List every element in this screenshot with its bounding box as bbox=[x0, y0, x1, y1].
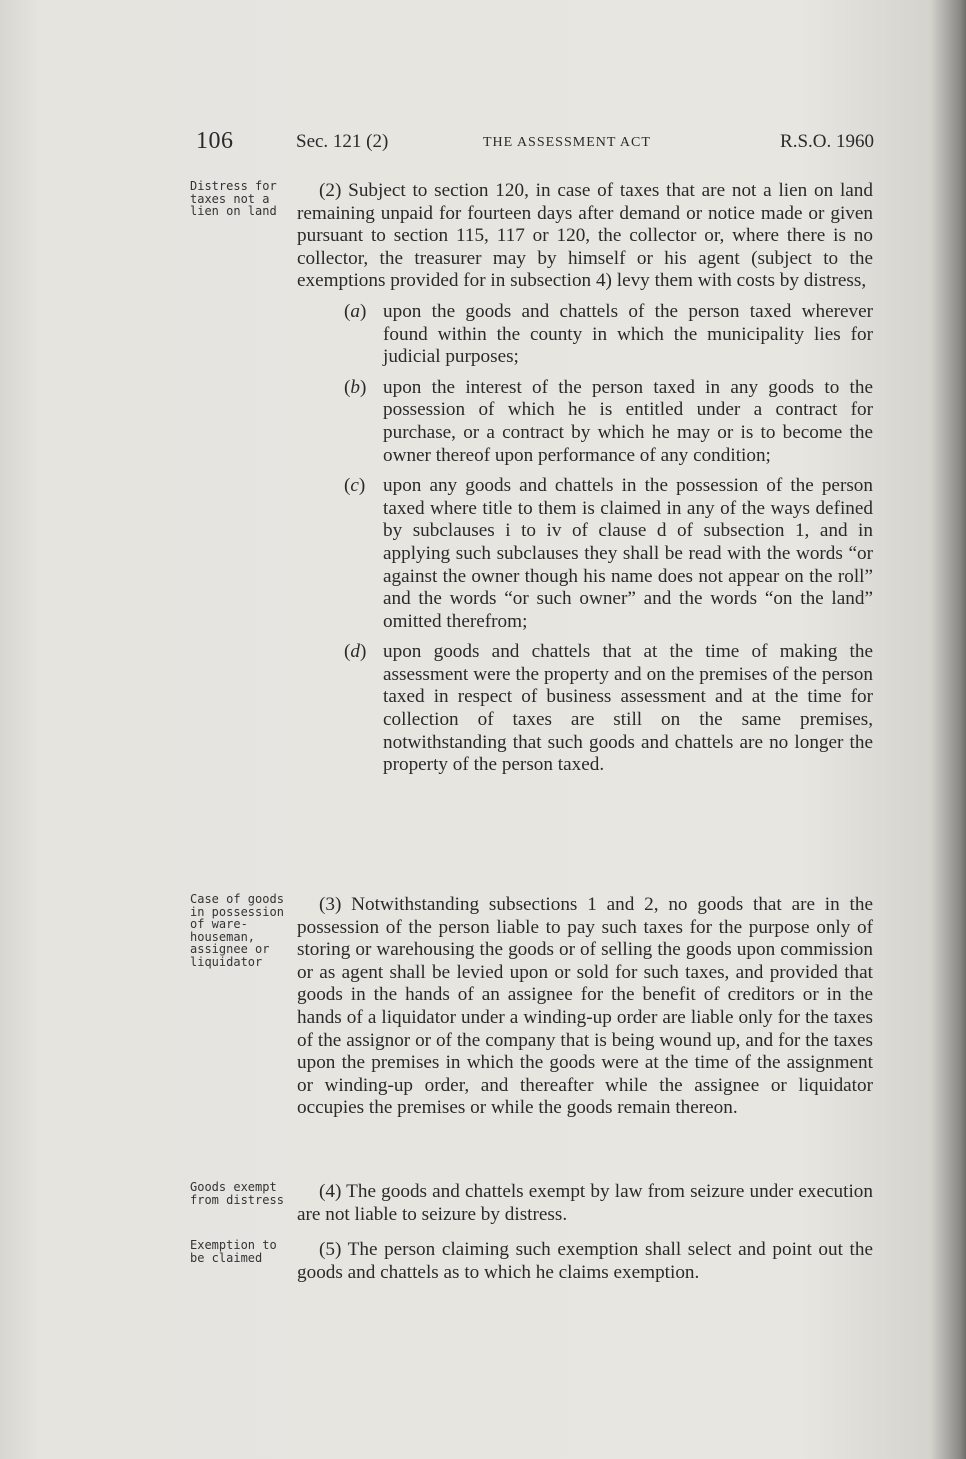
statute-reference: R.S.O. 1960 bbox=[780, 131, 874, 152]
running-header bbox=[196, 128, 874, 158]
clause-b-text: upon the interest of the person taxed in any goods to the possession of which he is entitled under a contract for purchase, or a contract by which he may or is to become the owner thereof upon performance of any condition; bbox=[383, 376, 873, 466]
margin-note-goods-exempt: Goods exempt from distress bbox=[190, 1180, 284, 1207]
margin-note-distress: Distress for taxes not a lien on land bbox=[190, 179, 277, 218]
margin-note-warehouseman: Case of goods in possession of ware-houseman, assignee or liquidator bbox=[190, 892, 284, 969]
subsection-5-text: (5) The person claiming such exemption shall select and point out the goods and chattels as to which he claims exemption. bbox=[297, 1239, 873, 1283]
clause-c-text: upon any goods and chattels in the possession of the person taxed where title to them is claimed in any of the ways defined by subclauses i to iv of clause d of subsection 1, and in applying such subclauses they shall be read with the words “or against the owner though his name does not appear on the roll” and the words “or such owner” and the words “on the land” omitted therefrom; bbox=[383, 475, 873, 632]
act-title: THE ASSESSMENT ACT bbox=[483, 135, 651, 150]
subsection-2 bbox=[297, 180, 873, 777]
clause-c bbox=[297, 475, 873, 633]
clause-a-label: (a) bbox=[344, 300, 367, 322]
subsection-5 bbox=[297, 1239, 873, 1284]
section-reference: Sec. 121 (2) bbox=[296, 131, 389, 152]
clause-d-text: upon goods and chattels that at the time of making the assessment were the property and on the premises of the person taxed in respect of business assessment and at the time for collection of taxes are still on the same premises, notwithstanding that such goods and chattels are no longer the property of the person taxed. bbox=[383, 641, 873, 776]
subsection-4-text: (4) The goods and chattels exempt by law from seizure under execution are not liable to seizure by distress. bbox=[297, 1181, 873, 1225]
subsection-3 bbox=[297, 894, 873, 1120]
subsection-3-text: (3) Notwithstanding subsections 1 and 2, no goods that are in the possession of the person liable to pay such taxes for the purpose only of storing or warehousing the goods or of selling the goods upon commission or as agent shall be levied upon or sold for such taxes, and provided that goods in the hands of an assignee for the benefit of creditors or in the hands of a liquidator under a winding-up order are liable only for the taxes of the assignor or of the company that is being wound up, and for the taxes upon the premises in which the goods were at the time of the assignment or winding-up order, and thereafter while the assignee or liquidator occupies the premises or while the goods remain thereon. bbox=[297, 894, 873, 1119]
page-number: 106 bbox=[196, 128, 234, 154]
clause-b-label: (b) bbox=[344, 376, 367, 398]
clause-a bbox=[297, 301, 873, 369]
clause-c-label: (c) bbox=[344, 475, 366, 497]
clause-d bbox=[297, 641, 873, 777]
clause-a-text: upon the goods and chattels of the person taxed wherever found within the county in which the municipality lies for judicial purposes; bbox=[383, 300, 873, 368]
subsection-2-text: (2) Subject to section 120, in case of taxes that are not a lien on land remaining unpaid for fourteen days after demand or notice made or given pursuant to section 115, 117 or 120, the collector or, where there is no collector, the treasurer may by himself or his agent (subject to the exemptions provided for in subsection 4) levy them with costs by distress, bbox=[297, 180, 873, 292]
margin-note-exemption-claimed: Exemption to be claimed bbox=[190, 1238, 277, 1265]
subsection-4 bbox=[297, 1181, 873, 1226]
clause-b bbox=[297, 377, 873, 467]
clause-d-label: (d) bbox=[344, 641, 367, 663]
